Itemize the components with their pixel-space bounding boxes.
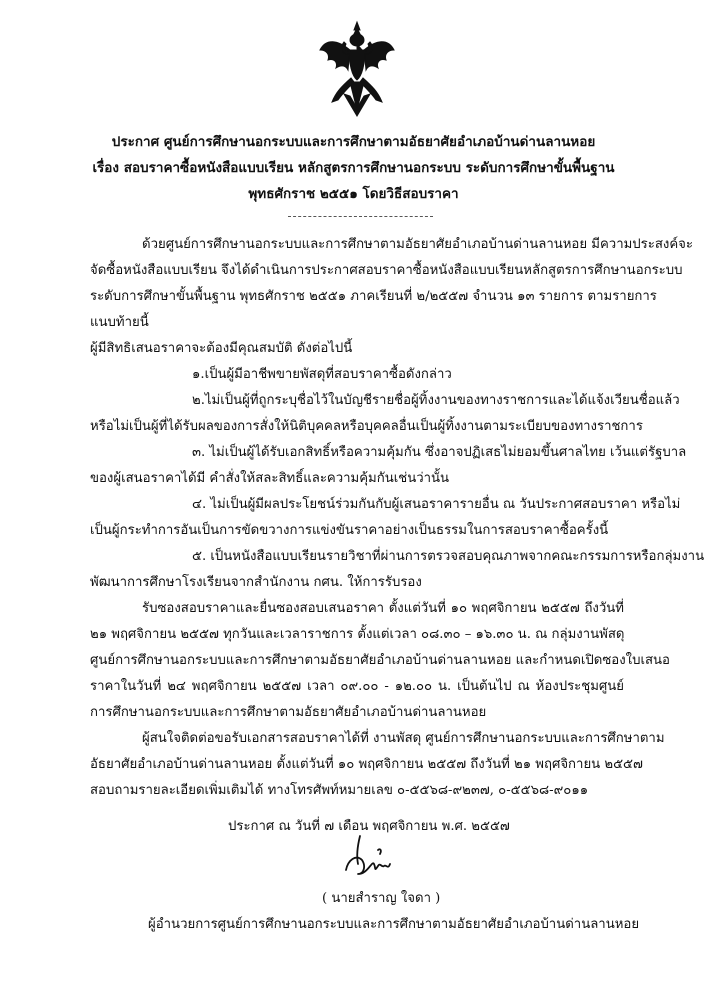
announcement-subject: เรื่อง สอบราคาซื้อหนังสือแบบเรียน หลักสูตรการศึกษานอกระบบ ระดับการศึกษาขั้นพื้นฐาน [92, 160, 615, 176]
header-divider [288, 216, 433, 217]
signer-name: ( นายสำราญ ใจดา ) [322, 891, 441, 906]
announcement-subject-cont: พุทธศักราช ๒๕๕๑ โดยวิธีสอบราคา [248, 186, 459, 202]
intro-line-2: จัดซื้อหนังสือแบบเรียน จึงได้ดำเนินการประกาศสอบราคาซื้อหนังสือแบบเรียนหลักสูตรการศึกษานอกระบบ [90, 263, 683, 278]
qualification-item-3-cont: ของผู้เสนอราคาได้มี คำสั่งให้สละสิทธิ์และความคุ้มกันเช่นว่านั้น [90, 471, 450, 486]
receipt-line-3: ศูนย์การศึกษานอกระบบและการศึกษาตามอัธยาศัยอำเภอบ้านด่านลานหอย และกำหนดเปิดซองใบเสนอ [90, 653, 670, 668]
qualification-item-5-cont: พัฒนาการศึกษาโรงเรียนจากสำนักงาน กศน. ให้การรับรอง [90, 575, 422, 590]
receipt-line-5: การศึกษานอกระบบและการศึกษาตามอัธยาศัยอำเภอบ้านด่านลานหอย [90, 705, 487, 720]
receipt-line-4: ราคาในวันที่ ๒๔ พฤศจิกายน ๒๕๕๗ เวลา ๐๙.๐๐ - ๑๒.๐๐ น. เป็นต้นไป ณ ห้องประชุมศูนย์ [90, 679, 624, 694]
contact-line-2: อัธยาศัยอำเภอบ้านด่านลานหอย ตั้งแต่วันที่ ๑๐ พฤศจิกายน ๒๕๕๗ ถึงวันที่ ๒๑ พฤศจิกายน ๒๕๕๗ [90, 757, 643, 772]
receipt-line-1: รับซองสอบราคาและยื่นซองสอบเสนอราคา ตั้งแต่วันที่ ๑๐ พฤศจิกายน ๒๕๕๗ ถึงวันที่ [142, 601, 624, 616]
qualification-item-4-cont: เป็นผู้กระทำการอันเป็นการขัดขวางการแข่งขันราคาอย่างเป็นธรรมในการสอบราคาซื้อครั้งนี้ [90, 523, 609, 538]
signature-icon [338, 830, 404, 884]
qualification-item-2-cont: หรือไม่เป็นผู้ที่ได้รับผลของการสั่งให้นิติบุคคลหรือบุคคลอื่นเป็นผู้ทิ้งงานตามระเบียบของทางราชการ [90, 419, 643, 434]
garuda-emblem-icon [318, 20, 396, 120]
intro-line-3: ระดับการศึกษาขั้นพื้นฐาน พุทธศักราช ๒๕๕๑ ภาคเรียนที่ ๒/๒๕๕๗ จำนวน ๑๓ รายการ ตามรายการ [90, 289, 657, 304]
qualification-item-2: ๒.ไม่เป็นผู้ที่ถูกระบุชื่อไว้ในบัญชีรายชื่อผู้ทิ้งงานของทางราชการและได้แจ้งเวียนชื่อแล้ว [192, 393, 680, 408]
qualification-item-4: ๔. ไม่เป็นผู้มีผลประโยชน์ร่วมกันกับผู้เสนอราคารายอื่น ณ วันประกาศสอบราคา หรือไม่ [192, 497, 681, 512]
signer-title: ผู้อำนวยการศูนย์การศึกษานอกระบบและการศึกษาตามอัธยาศัยอำเภอบ้านด่านลานหอย [148, 917, 640, 932]
announcement-title: ประกาศ ศูนย์การศึกษานอกระบบและการศึกษาตามอัธยาศัยอำเภอบ้านด่านลานหอย [111, 134, 596, 150]
contact-line-1: ผู้สนใจติดต่อขอรับเอกสารสอบราคาได้ที่ งานพัสดุ ศูนย์การศึกษานอกระบบและการศึกษาตาม [142, 731, 665, 746]
intro-line-1: ด้วยศูนย์การศึกษานอกระบบและการศึกษาตามอัธยาศัยอำเภอบ้านด่านลานหอย มีความประสงค์จะ [142, 237, 693, 252]
qualification-item-3: ๓. ไม่เป็นผู้ได้รับเอกสิทธิ์หรือความคุ้มกัน ซึ่งอาจปฏิเสธไม่ยอมขึ้นศาลไทย เว้นแต่รัฐบาล [192, 445, 687, 460]
qualification-item-1: ๑.เป็นผู้มีอาชีพขายพัสดุที่สอบราคาซื้อดังกล่าว [192, 367, 452, 382]
contact-line-3: สอบถามรายละเอียดเพิ่มเติมได้ ทางโทรศัพท์หมายเลข ๐-๕๕๖๘-๙๒๓๗, ๐-๕๕๖๘-๙๐๑๑ [90, 783, 589, 798]
qualification-item-5: ๕. เป็นหนังสือแบบเรียนรายวิชาที่ผ่านการตรวจสอบคุณภาพจากคณะกรรมการหรือกลุ่มงาน [192, 549, 705, 564]
receipt-line-2: ๒๑ พฤศจิกายน ๒๕๕๗ ทุกวันและเวลาราชการ ตั้งแต่เวลา ๐๘.๓๐ – ๑๖.๓๐ น. ณ กลุ่มงานพัสดุ [90, 627, 625, 642]
intro-line-4: แนบท้ายนี้ [90, 315, 149, 330]
announce-date: ประกาศ ณ วันที่ ๗ เดือน พฤศจิกายน พ.ศ. ๒๕๕๗ [228, 819, 510, 834]
qualification-heading: ผู้มีสิทธิเสนอราคาจะต้องมีคุณสมบัติ ดังต่อไปนี้ [90, 341, 353, 356]
